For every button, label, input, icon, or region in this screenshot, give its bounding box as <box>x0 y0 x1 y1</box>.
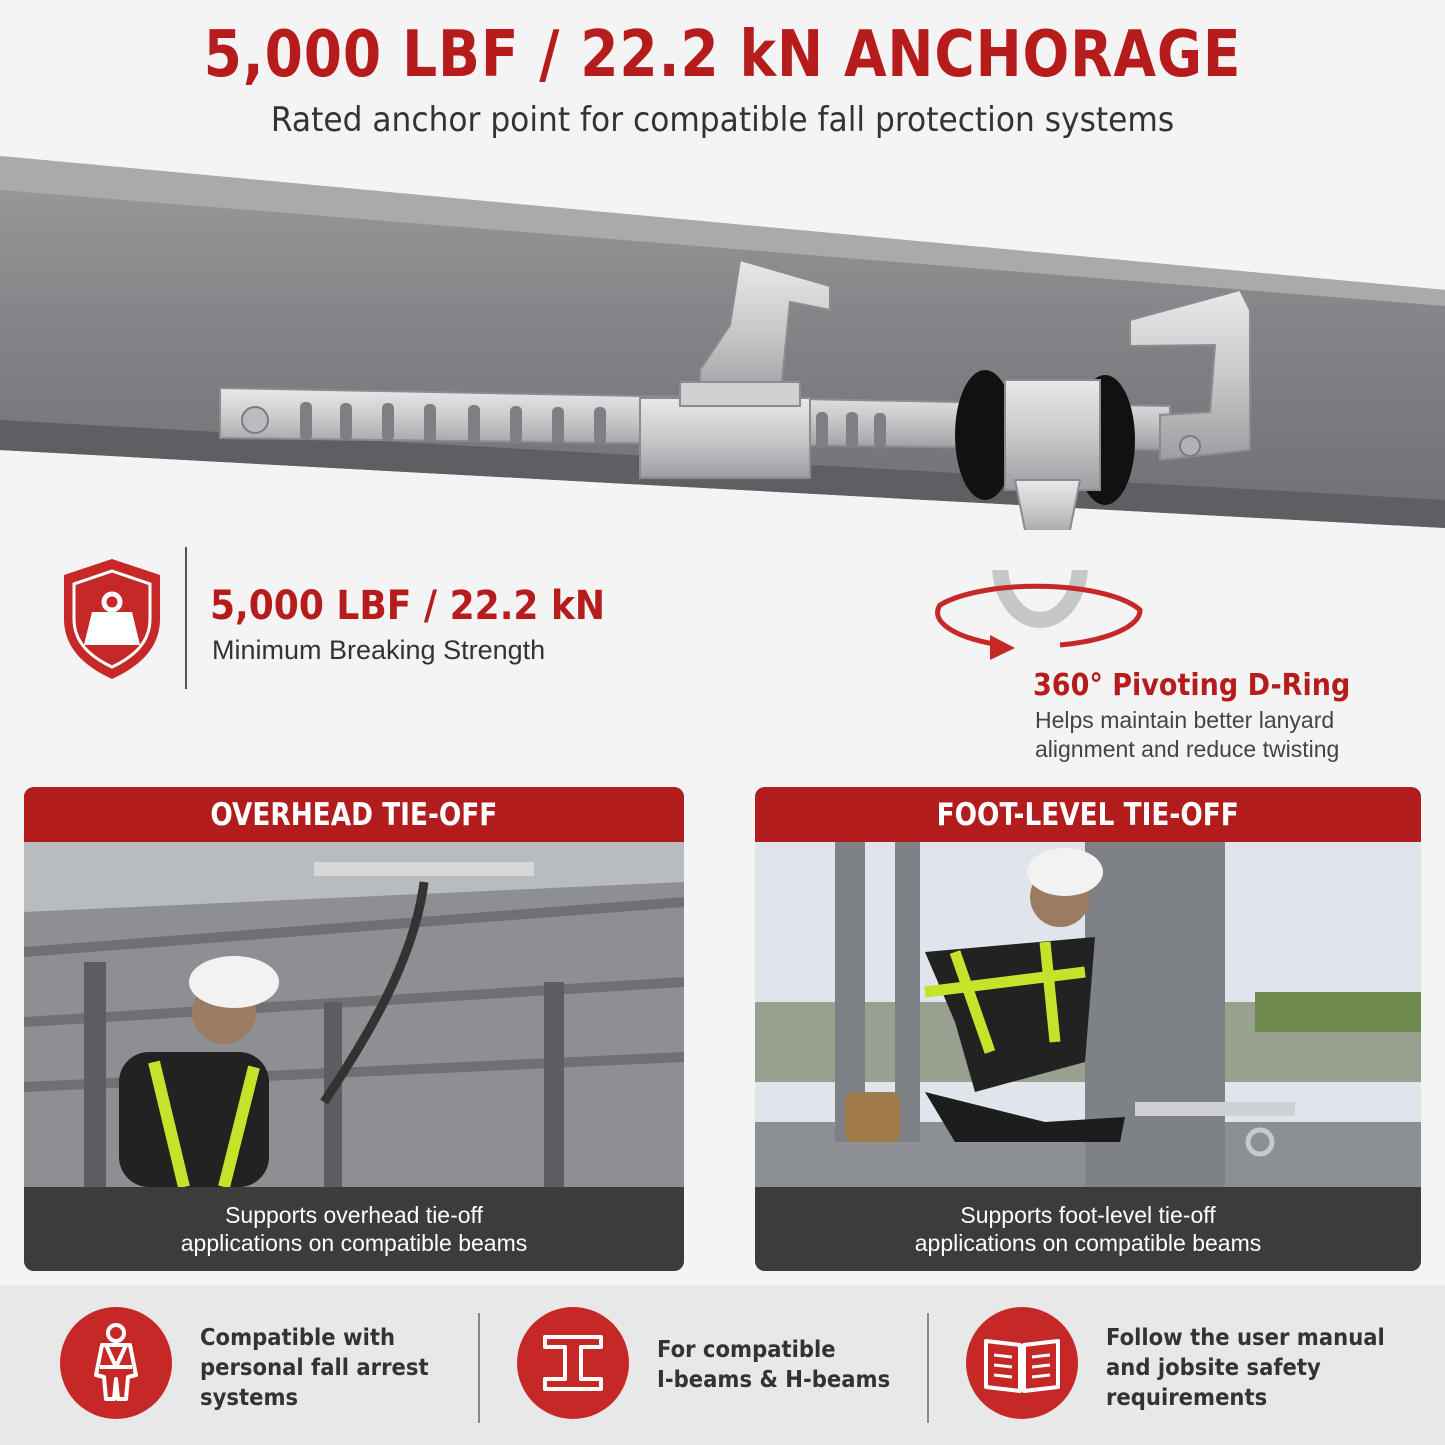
stat-divider <box>185 547 187 689</box>
feature-harness <box>60 1305 480 1425</box>
feature-text <box>200 1323 429 1413</box>
harness-icon <box>60 1307 172 1419</box>
feature-divider <box>478 1313 480 1423</box>
features-bar <box>0 1285 1445 1445</box>
feature-line: I-beams & H-beams <box>657 1367 891 1393</box>
main-subtitle: Rated anchor point for compatible fall protection systems <box>270 100 1175 140</box>
feature-line: personal fall arrest <box>200 1355 429 1381</box>
strength-stat <box>60 555 660 695</box>
feature-line: systems <box>200 1385 299 1411</box>
strength-value: 5,000 LBF / 22.2 kN <box>210 583 606 629</box>
feature-line: and jobsite safety <box>1106 1355 1321 1381</box>
pivot-description <box>1035 706 1415 764</box>
card-header: FOOT-LEVEL TIE-OFF <box>755 787 1421 842</box>
feature-divider <box>927 1313 929 1423</box>
feature-manual <box>966 1305 1426 1425</box>
caption-line1: Supports foot-level tie-off <box>960 1202 1216 1228</box>
overhead-tieoff-card <box>24 787 684 1271</box>
feature-text <box>1106 1323 1385 1413</box>
foot-level-tieoff-card <box>755 787 1421 1271</box>
feature-beams <box>517 1305 917 1425</box>
card-caption <box>24 1187 684 1271</box>
rotation-arrow-icon <box>920 570 1150 670</box>
caption-line2: applications on compatible beams <box>914 1230 1262 1256</box>
pivot-title: 360° Pivoting D-Ring <box>1033 668 1351 703</box>
overhead-worker-photo <box>24 842 684 1187</box>
weight-shield-icon <box>60 557 164 681</box>
feature-line: Compatible with <box>200 1325 396 1351</box>
i-beam-icon <box>517 1307 629 1419</box>
foot-level-worker-photo <box>755 842 1421 1187</box>
feature-text <box>657 1335 890 1395</box>
pivot-desc-line2: alignment and reduce twisting <box>1035 736 1340 762</box>
strength-label: Minimum Breaking Strength <box>212 635 546 665</box>
caption-line2: applications on compatible beams <box>180 1230 528 1256</box>
card-caption <box>755 1187 1421 1271</box>
pivot-desc-line1: Helps maintain better lanyard <box>1035 707 1335 733</box>
main-title: 5,000 LBF / 22.2 kN ANCHORAGE <box>203 18 1242 92</box>
beam-anchor-illustration <box>0 150 1445 530</box>
feature-line: For compatible <box>657 1337 836 1363</box>
card-header: OVERHEAD TIE-OFF <box>24 787 684 842</box>
manual-book-icon <box>966 1307 1078 1419</box>
caption-line1: Supports overhead tie-off <box>225 1202 483 1228</box>
feature-line: requirements <box>1106 1385 1268 1411</box>
feature-line: Follow the user manual <box>1106 1325 1385 1351</box>
